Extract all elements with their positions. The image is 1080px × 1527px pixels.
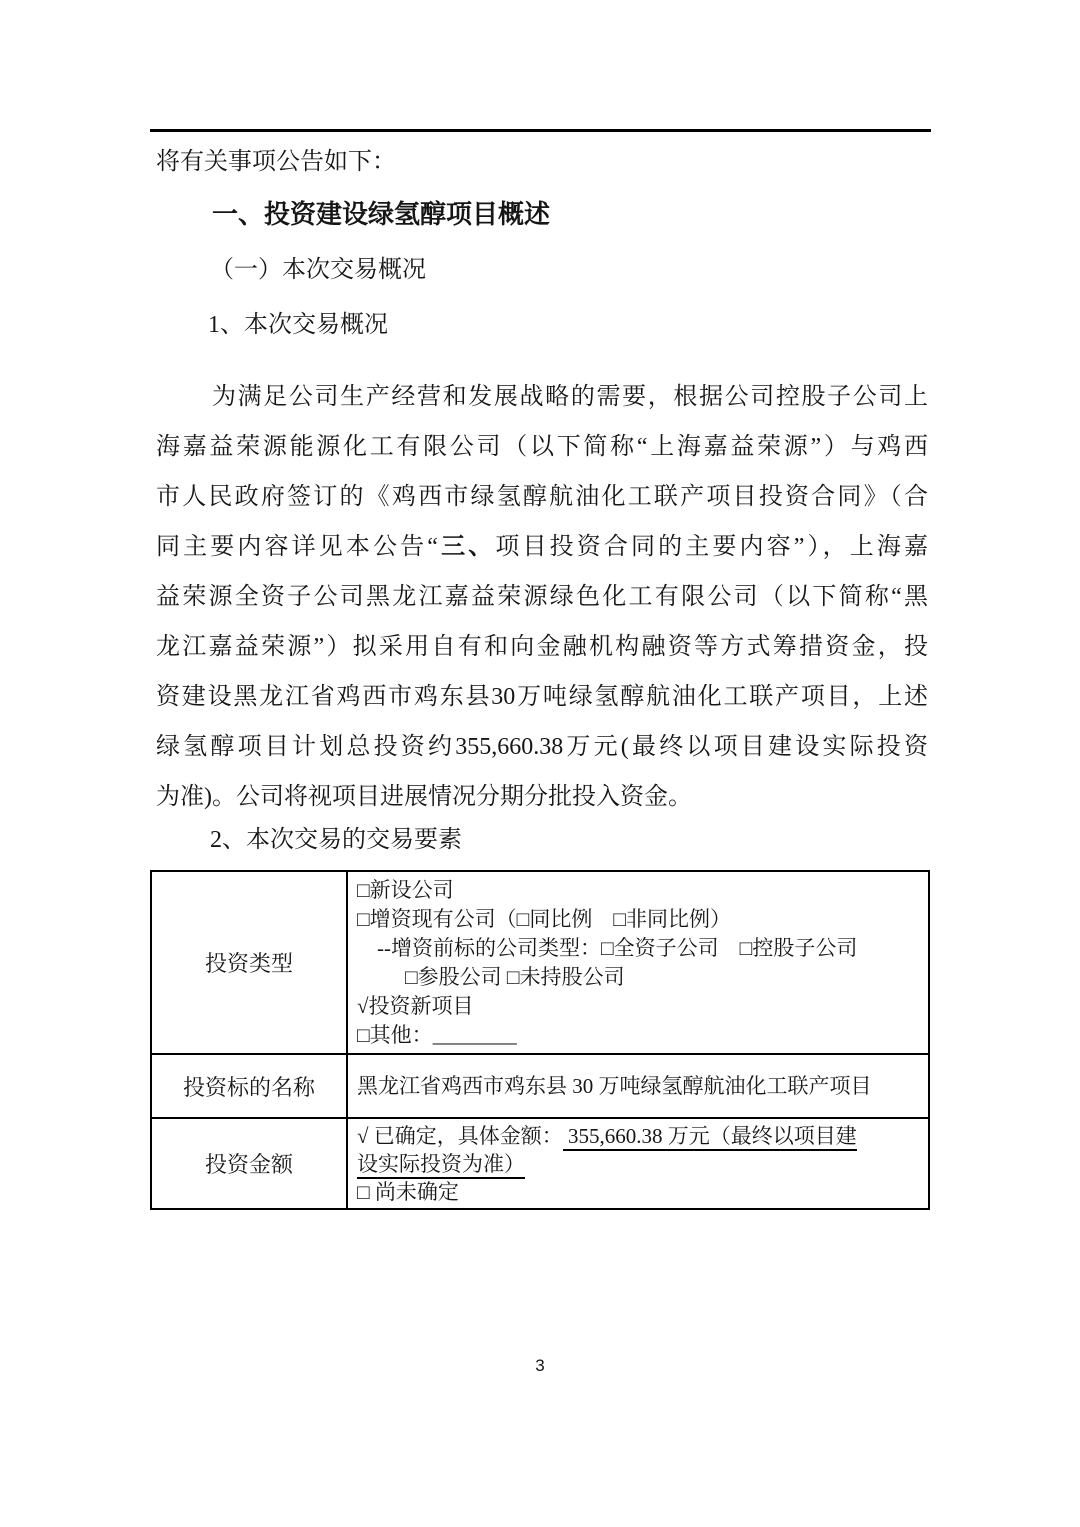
paragraph-line: 市人民政府签订的《鸡西市绿氢醇航油化工联产项目投资合同》（合	[156, 484, 928, 510]
body-paragraph	[156, 372, 928, 822]
paragraph-line: 为准)。公司将视项目进展情况分期分批投入资金。	[156, 784, 692, 810]
checkbox-option: □新设公司	[357, 878, 454, 902]
paragraph-line: 益荣源全资子公司黑龙江嘉益荣源绿色化工有限公司（以下简称“黑	[156, 584, 928, 610]
paragraph-segment: 同主要内容详见本公告“	[156, 534, 438, 560]
section-reference-bold: 三、	[437, 533, 496, 560]
item-2-heading: 2、本次交易的交易要素	[210, 827, 462, 853]
checked-option-amount	[357, 1122, 920, 1150]
paragraph-line: 资建设黑龙江省鸡西市鸡东县30万吨绿氢醇航油化工联产项目，上述	[156, 684, 928, 710]
row-label: 投资类型	[151, 871, 347, 1054]
row-label: 投资标的名称	[151, 1054, 347, 1118]
amount-underlined: 355,660.38 万元（最终以项目建	[563, 1124, 857, 1151]
checkbox-option: □参股公司 □未持股公司	[405, 965, 625, 989]
paragraph-line	[156, 522, 928, 572]
amount-confirmed-label: √ 已确定，具体金额：	[357, 1124, 563, 1148]
checkbox-option-other	[357, 1021, 920, 1050]
intro-text: 将有关事项公告如下：	[156, 149, 396, 175]
blank-line: ________	[432, 1023, 517, 1047]
row-content	[347, 1118, 929, 1209]
checkbox-option: --增资前标的公司类型：□全资子公司 □控股子公司	[377, 936, 858, 960]
row-label: 投资金额	[151, 1118, 347, 1209]
other-option-label: □其他：	[357, 1023, 433, 1047]
header-divider-rule	[150, 129, 931, 132]
amount-underlined-continuation: 设实际投资为准）	[357, 1150, 920, 1178]
paragraph-line: 为满足公司生产经营和发展战略的需要，根据公司控股子公司上	[212, 384, 928, 410]
checked-option: √投资新项目	[357, 994, 474, 1018]
investment-target-value: 黑龙江省鸡西市鸡东县 30 万吨绿氢醇航油化工联产项目	[357, 1074, 872, 1098]
paragraph-line: 龙江嘉益荣源”）拟采用自有和向金融机构融资等方式筹措资金，投	[156, 634, 928, 660]
paragraph-line: 海嘉益荣源能源化工有限公司（以下简称“上海嘉益荣源”）与鸡西	[156, 434, 928, 460]
deal-elements-table	[150, 870, 930, 1210]
table-row-investment-target	[151, 1054, 929, 1118]
row-content	[347, 1054, 929, 1118]
section-1-1-heading: （一）本次交易概况	[210, 257, 426, 283]
section-1-heading: 一、投资建设绿氢醇项目概述	[212, 199, 551, 229]
page-number: 3	[535, 1356, 545, 1375]
paragraph-line: 绿氢醇项目计划总投资约355,660.38万元(最终以项目建设实际投资	[156, 734, 928, 760]
table-row-investment-type	[151, 871, 929, 1054]
checkbox-option-undetermined: □ 尚未确定	[357, 1180, 459, 1204]
checkbox-option: □增资现有公司（□同比例 □非同比例）	[357, 907, 732, 931]
paragraph-segment: 项目投资合同的主要内容”），上海嘉	[495, 534, 929, 560]
table-row-investment-amount	[151, 1118, 929, 1209]
item-1-heading: 1、本次交易概况	[208, 312, 388, 338]
row-content	[347, 871, 929, 1054]
